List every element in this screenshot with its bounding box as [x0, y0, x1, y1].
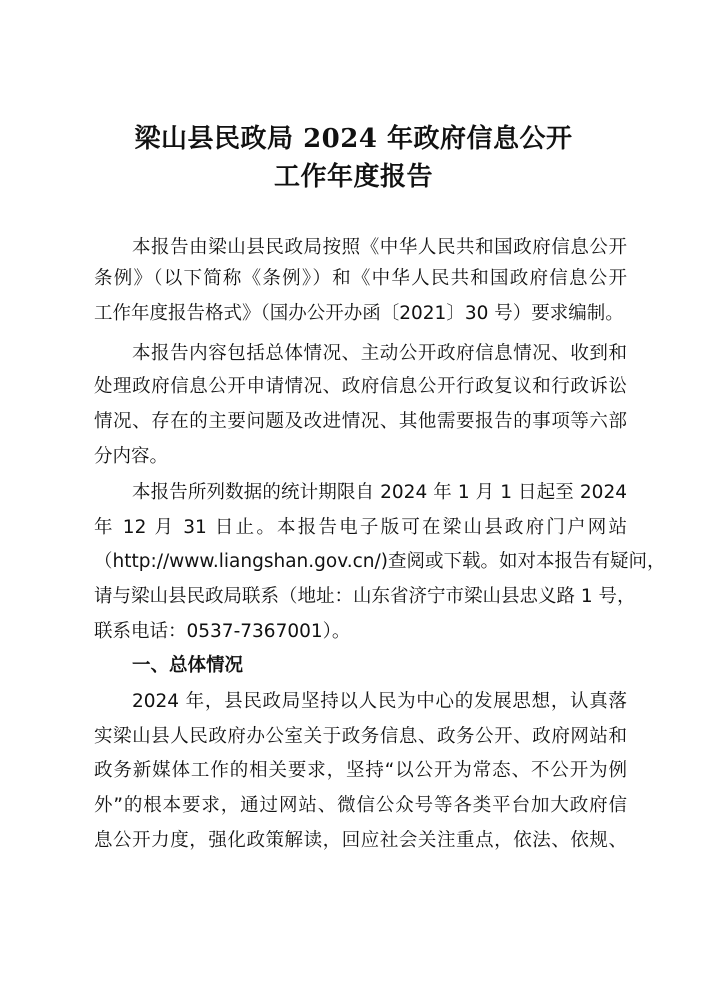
paragraph-line: 本报告所列数据的统计期限自 2024 年 1 月 1 日起至 2024 [132, 482, 627, 503]
paragraph-line: 分内容。 [94, 446, 169, 467]
paragraph-line: 政务新媒体工作的相关要求，坚持“以公开为常态、不公开为例 [94, 760, 627, 781]
paragraph-line: 2024 年，县民政局坚持以人民为中心的发展思想，认真落 [132, 691, 627, 712]
paragraph-line: 年 12 月 31 日止。本报告电子版可在梁山县政府门户网站 [94, 517, 627, 538]
paragraph-line: 本报告内容包括总体情况、主动公开政府信息情况、收到和 [132, 343, 627, 364]
paragraph-line: 本报告由梁山县民政局按照《中华人民共和国政府信息公开 [132, 237, 627, 258]
paragraph-line: 实梁山县人民政府办公室关于政务信息、政务公开、政府网站和 [94, 726, 627, 747]
report-title-line1: 梁山县民政局 2024 年政府信息公开 [134, 124, 573, 154]
report-title-line2: 工作年度报告 [273, 162, 433, 192]
paragraph-line: 情况、存在的主要问题及改进情况、其他需要报告的事项等六部 [94, 411, 627, 432]
paragraph-line: 处理政府信息公开申请情况、政府信息公开行政复议和行政诉讼 [94, 376, 627, 397]
paragraph-line: 条例》（以下简称《条例》）和《中华人民共和国政府信息公开 [94, 268, 627, 289]
paragraph-line: 工作年度报告格式》（国办公开办函〔2021〕30 号）要求编制。 [94, 303, 624, 324]
paragraph-line: 息公开力度，强化政策解读，回应社会关注重点，依法、依规、 [94, 830, 627, 851]
section-heading: 一、总体情况 [132, 655, 244, 676]
paragraph-line: 外”的根本要求，通过网站、微信公众号等各类平台加大政府信 [94, 795, 627, 816]
paragraph-line: 联系电话：0537-7367001）。 [94, 621, 351, 642]
paragraph-line: 请与梁山县民政局联系（地址：山东省济宁市梁山县忠义路 1 号， [94, 586, 636, 607]
paragraph-line: （http://www.liangshan.gov.cn/)查阅或下载。如对本报告有疑问， [94, 551, 666, 572]
